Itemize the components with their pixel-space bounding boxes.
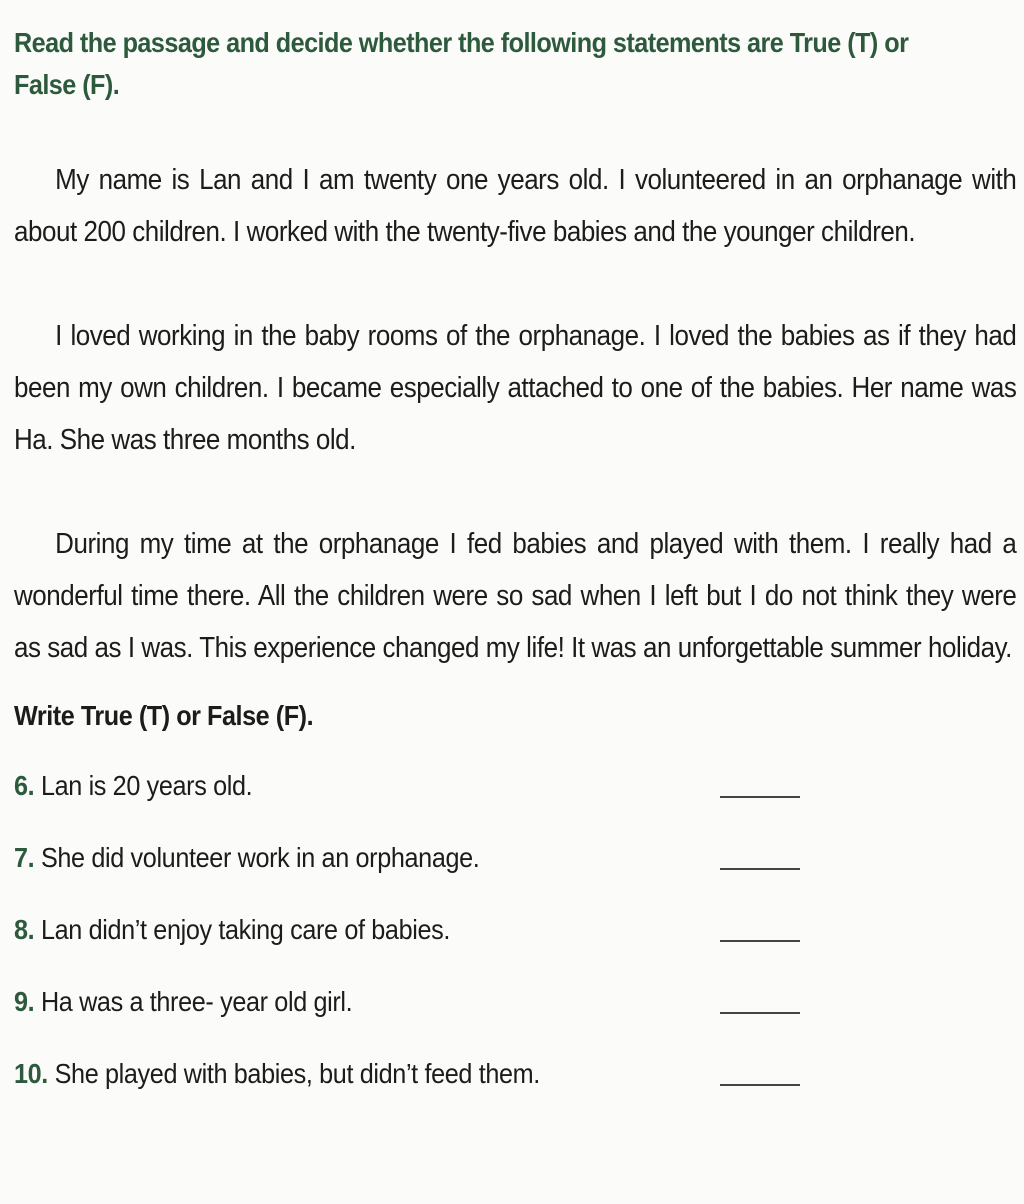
exercise-instruction: Read the passage and decide whether the following statements are True (T) or False (F). xyxy=(14,27,909,100)
passage-paragraph-1: My name is Lan and I am twenty one years old. I volunteered in an orphanage with about 200 children. I worked with the twenty-five babies and the younger children. xyxy=(14,164,1017,248)
reading-passage xyxy=(14,154,1016,674)
task-heading: Write True (T) or False (F). xyxy=(14,700,314,731)
statement-text: She played with babies, but didn’t feed them. xyxy=(54,1058,540,1089)
answer-blank-9[interactable] xyxy=(720,1012,800,1014)
statement-text-wrapper xyxy=(14,910,450,950)
statement-text-wrapper xyxy=(14,838,479,878)
statement-number: 10. xyxy=(14,1058,48,1089)
answer-blank-6[interactable] xyxy=(720,796,800,798)
answer-blank-10[interactable] xyxy=(720,1084,800,1086)
statement-number: 8. xyxy=(14,914,35,945)
statement-text: She did volunteer work in an orphanage. xyxy=(40,842,480,873)
statement-number: 7. xyxy=(14,842,35,873)
statement-text: Ha was a three- year old girl. xyxy=(40,986,353,1017)
statement-item-10 xyxy=(14,1054,1016,1126)
answer-blank-7[interactable] xyxy=(720,868,800,870)
statement-item-6 xyxy=(14,766,1016,838)
passage-paragraph-2: I loved working in the baby rooms of the orphanage. I loved the babies as if they had been my own children. I became especially attached to one of the babies. Her name was Ha. She was three months old. xyxy=(14,320,1017,456)
statement-item-9 xyxy=(14,982,1016,1054)
statement-item-7 xyxy=(14,838,1016,910)
statement-text-wrapper xyxy=(14,1054,540,1094)
answer-blank-8[interactable] xyxy=(720,940,800,942)
statement-text: Lan didn’t enjoy taking care of babies. xyxy=(40,914,451,945)
statement-number: 6. xyxy=(14,770,35,801)
statement-number: 9. xyxy=(14,986,35,1017)
statement-item-8 xyxy=(14,910,1016,982)
statement-text: Lan is 20 years old. xyxy=(40,770,253,801)
statement-text-wrapper xyxy=(14,982,352,1022)
statement-list xyxy=(14,766,1016,1126)
passage-paragraph-3: During my time at the orphanage I fed babies and played with them. I really had a wonderful time there. All the children were so sad when I left but I do not think they were as sad as I was. This experience changed my life! It was an unforgettable summer holiday. xyxy=(14,528,1017,664)
statement-text-wrapper xyxy=(14,766,252,806)
